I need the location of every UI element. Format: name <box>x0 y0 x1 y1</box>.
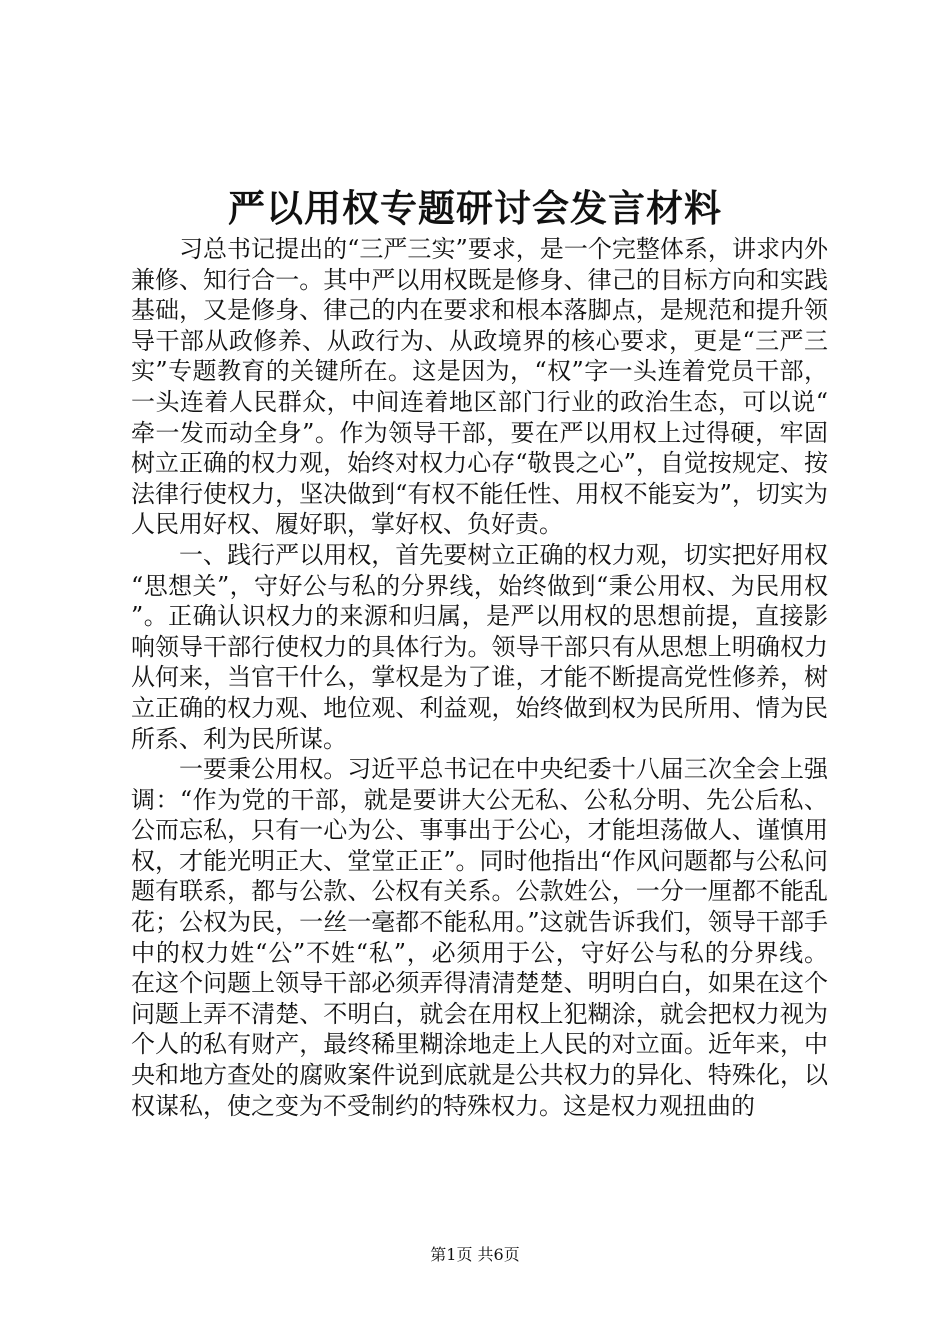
paragraph-section-one: 一、践行严以用权，首先要树立正确的权力观，切实把好用权“思想关”，守好公与私的分界线，始终做到“秉公用权、为民用权”。正确认识权力的来源和归属，是严以用权的思想前提，直接影响领导干部行使权力的具体行为。领导干部只有从思想上明确权力从何来，当官干什么，掌权是为了谁，才能不断提高党性修养，树立正确的权力观、地位观、利益观，始终做到权为民所用、情为民所系、利为民所谋。 <box>131 540 828 753</box>
paragraph-intro: 习总书记提出的“三严三实”要求，是一个完整体系，讲求内外兼修、知行合一。其中严以用权既是修身、律己的目标方向和实践基础，又是修身、律己的内在要求和根本落脚点，是规范和提升领导干部从政修养、从政行为、从政境界的核心要求，更是“三严三实”专题教育的关键所在。这是因为，“权”字一头连着党员干部，一头连着人民群众，中间连着地区部门行业的政治生态，可以说“牵一发而动全身”。作为领导干部，要在严以用权上过得硬，牢固树立正确的权力观，始终对权力心存“敬畏之心”，自觉按规定、按法律行使权力，坚决做到“有权不能任性、用权不能妄为”，切实为人民用好权、履好职，掌好权、负好责。 <box>131 235 828 539</box>
page-number-footer: 第1页 共6页 <box>430 1245 520 1264</box>
document-title: 严以用权专题研讨会发言材料 <box>228 186 722 230</box>
paragraph-point-one: 一要秉公用权。习近平总书记在中央纪委十八届三次全会上强调：“作为党的干部，就是要讲大公无私、公私分明、先公后私、公而忘私，只有一心为公、事事出于公心，才能坦荡做人、谨慎用权，才能光明正大、堂堂正正”。同时他指出“作风问题都与公私问题有联系，都与公款、公权有关系。公款姓公，一分一厘都不能乱花；公权为民，一丝一毫都不能私用。”这就告诉我们，领导干部手中的权力姓“公”不姓“私”，必须用于公，守好公与私的分界线。在这个问题上领导干部必须弄得清清楚楚、明明白白，如果在这个问题上弄不清楚、不明白，就会在用权上犯糊涂，就会把权力视为个人的私有财产，最终稀里糊涂地走上人民的对立面。近年来，中央和地方查处的腐败案件说到底就是公共权力的异化、特殊化，以权谋私，使之变为不受制约的特殊权力。这是权力观扭曲的 <box>131 755 828 1120</box>
document-body <box>131 234 828 1121</box>
